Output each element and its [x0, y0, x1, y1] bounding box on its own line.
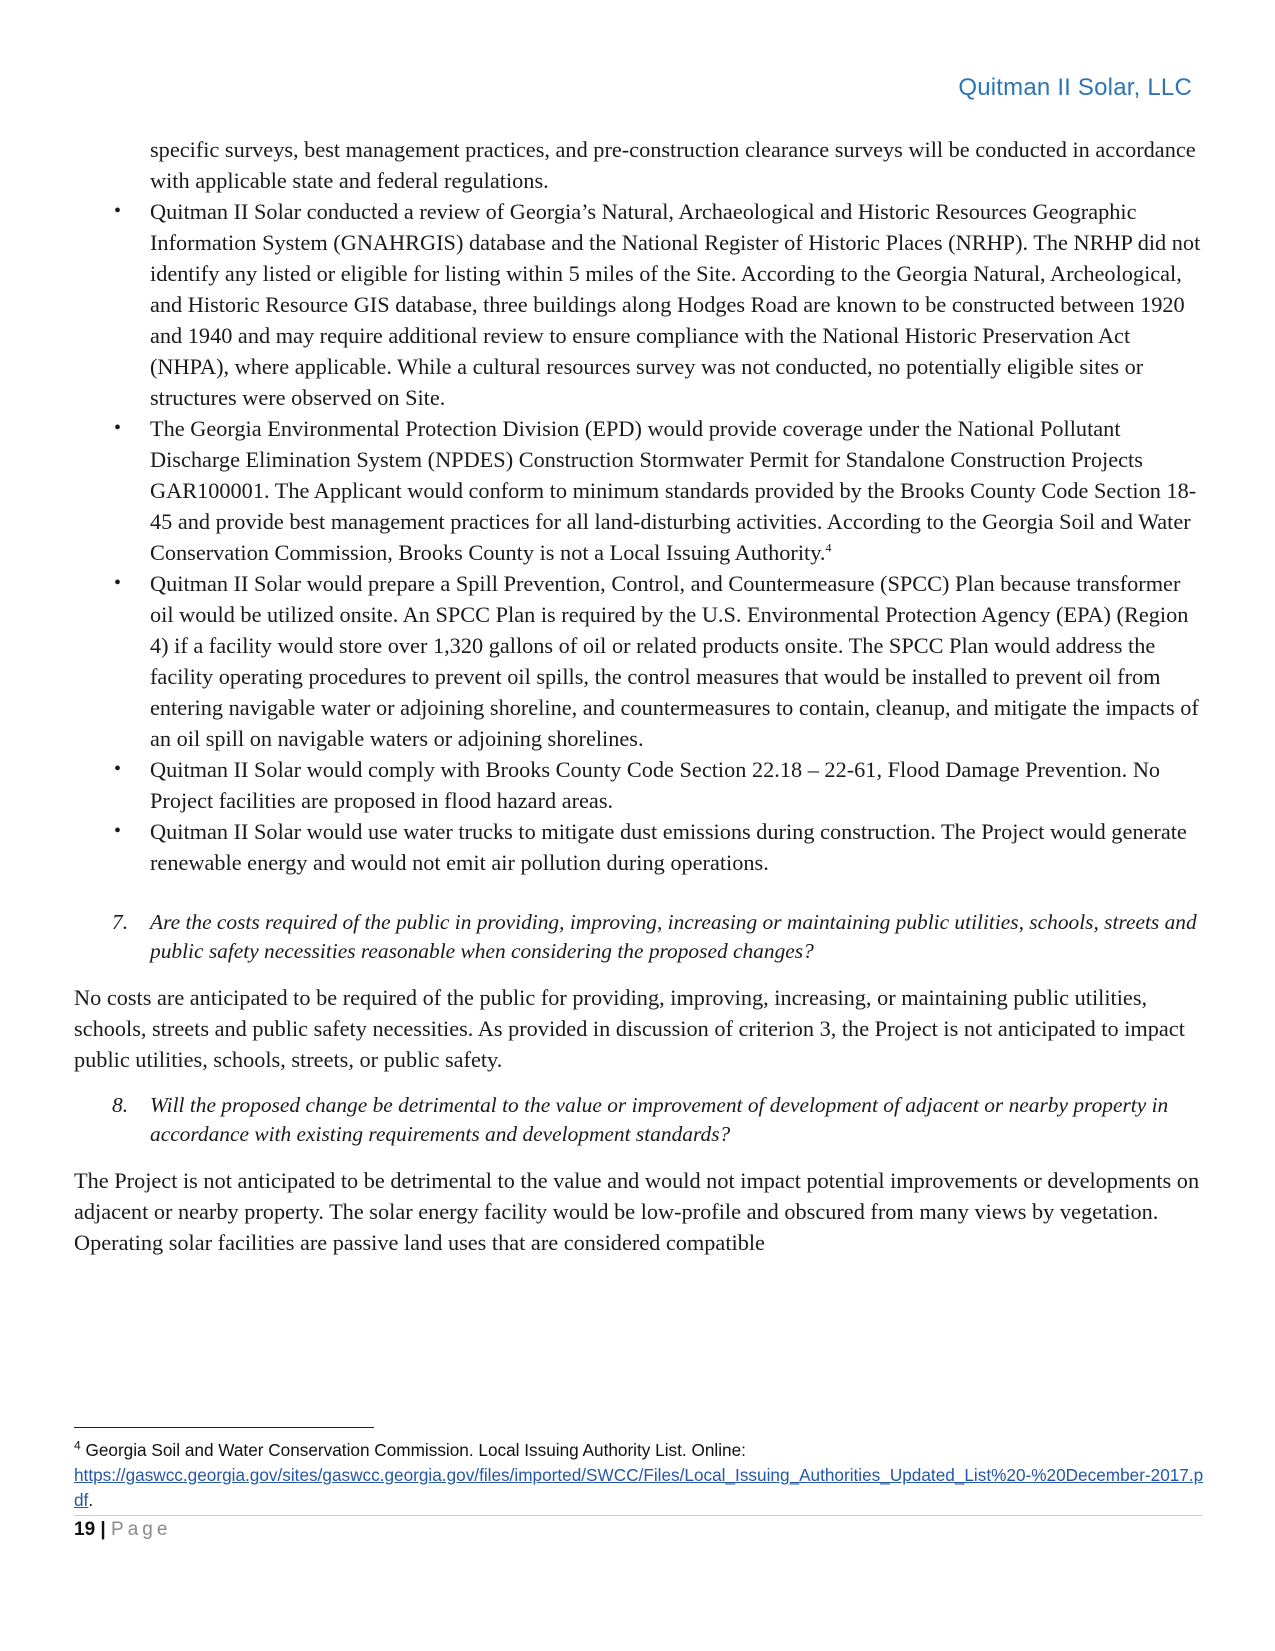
footnote-trailing: .	[88, 1490, 94, 1510]
footnote	[74, 1438, 1204, 1513]
page-label: Page	[111, 1519, 172, 1540]
footer-divider	[74, 1515, 1202, 1516]
document-header-title: Quitman II Solar, LLC	[958, 74, 1192, 101]
bullet-text: Quitman II Solar would comply with Brooks County Code Section 22.18 – 22-61, Flood Damage Prevention. No Project facilities are proposed in flood hazard areas.	[150, 757, 1161, 813]
bullet-item	[74, 196, 1202, 413]
footnote-reference[interactable]: 4	[825, 540, 832, 555]
footer-separator: |	[100, 1519, 106, 1540]
footnote-divider	[74, 1427, 374, 1428]
answer-paragraph: The Project is not anticipated to be detrimental to the value and would not impact potential improvements or developments on adjacent or nearby property. The solar energy facility would be low-profile and obscured from many views by vegetation. Operating solar facilities are passive land uses that are considered compatible	[74, 1168, 1200, 1255]
bullet-list	[74, 196, 1202, 878]
question-text: Are the costs required of the public in providing, improving, increasing or maintaining public utilities, schools, streets and public safety necessities reasonable when considering the proposed changes?	[150, 910, 1197, 963]
bullet-icon: •	[114, 572, 122, 594]
bullet-item	[74, 413, 1202, 568]
bullet-icon: •	[114, 758, 122, 780]
bullet-item	[74, 754, 1202, 816]
bullet-text: Quitman II Solar would prepare a Spill Prevention, Control, and Countermeasure (SPCC) Plan because transformer oil would be utilized onsite. An SPCC Plan is required by the U.S. Environmental Protection Agency (EPA) (Region 4) if a facility would store over 1,320 gallons of oil or related products onsite. The SPCC Plan would address the facility operating procedures to prevent oil spills, the control measures that would be installed to prevent oil from entering navigable water or adjoining shoreline, and countermeasures to contain, cleanup, and mitigate the impacts of an oil spill on navigable waters or adjoining shorelines.	[150, 571, 1199, 751]
footnote-text: Georgia Soil and Water Conservation Commission. Local Issuing Authority List. Online:	[85, 1440, 746, 1460]
bullet-icon: •	[114, 417, 122, 439]
question-7	[74, 908, 1202, 966]
page-number: 19	[74, 1519, 96, 1540]
footnote-link[interactable]: https://gaswcc.georgia.gov/sites/gaswcc.georgia.gov/files/imported/SWCC/Files/Local_Issuing_Authorities_Updated_List%20-%20December-2017.pdf	[74, 1465, 1204, 1510]
footnote-number: 4	[74, 1438, 81, 1453]
document-body	[74, 134, 1202, 1258]
bullet-text: Quitman II Solar would use water trucks to mitigate dust emissions during construction. The Project would generate renewable energy and would not emit air pollution during operations.	[150, 819, 1187, 875]
continued-paragraph: specific surveys, best management practices, and pre-construction clearance surveys will be conducted in accordance with applicable state and federal regulations.	[150, 137, 1196, 193]
page-footer	[74, 1519, 171, 1541]
bullet-text: Quitman II Solar conducted a review of Georgia’s Natural, Archaeological and Historic Resources Geographic Information System (GNAHRGIS) database and the National Register of Historic Places (NRHP). The NRHP did not identify any listed or eligible for listing within 5 miles of the Site. According to the Georgia Natural, Archeological, and Historic Resource GIS database, three buildings along Hodges Road are known to be constructed between 1920 and 1940 and may require additional review to ensure compliance with the National Historic Preservation Act (NHPA), where applicable. While a cultural resources survey was not conducted, no potentially eligible sites or structures were observed on Site.	[150, 199, 1201, 410]
question-text: Will the proposed change be detrimental to the value or improvement of development of adjacent or nearby property in accordance with existing requirements and development standards?	[150, 1093, 1169, 1146]
bullet-icon: •	[114, 820, 122, 842]
question-number: 8.	[112, 1093, 129, 1117]
bullet-icon: •	[114, 200, 122, 222]
question-8	[74, 1091, 1202, 1149]
bullet-item	[74, 816, 1202, 878]
bullet-item	[74, 568, 1202, 754]
question-number: 7.	[112, 910, 129, 934]
answer-paragraph: No costs are anticipated to be required of the public for providing, improving, increasing, or maintaining public utilities, schools, streets and public safety necessities. As provided in discussion of criterion 3, the Project is not anticipated to impact public utilities, schools, streets, or public safety.	[74, 985, 1185, 1072]
bullet-text: The Georgia Environmental Protection Division (EPD) would provide coverage under the National Pollutant Discharge Elimination System (NPDES) Construction Stormwater Permit for Standalone Construction Projects GAR100001. The Applicant would conform to minimum standards provided by the Brooks County Code Section 18-45 and provide best management practices for all land-disturbing activities. According to the Georgia Soil and Water Conservation Commission, Brooks County is not a Local Issuing Authority.	[150, 416, 1197, 565]
